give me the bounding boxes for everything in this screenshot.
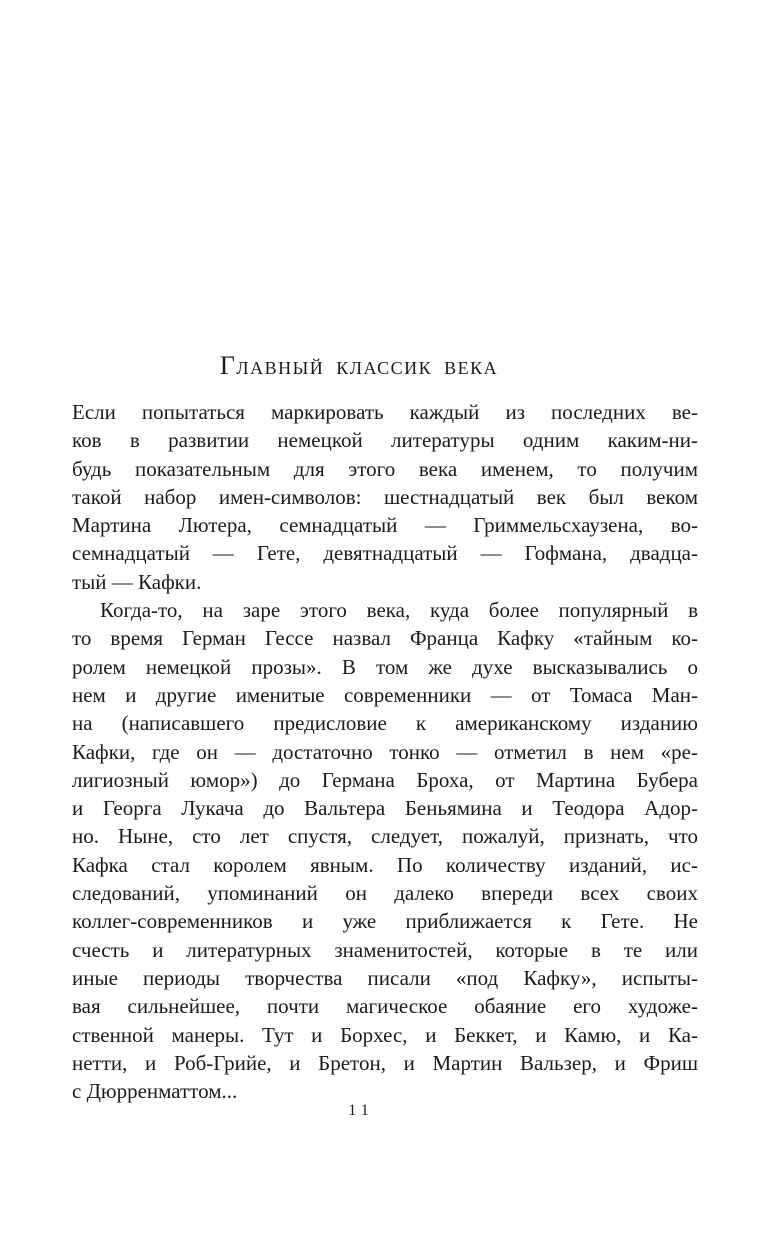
chapter-heading: Главный классик века <box>219 351 499 380</box>
text-line: нем и другие именитые современники — от Томаса Ман- <box>72 682 698 707</box>
text-line: счесть и литературных знаменитостей, которые в те или <box>72 937 698 962</box>
text-line: Если попытаться маркировать каждый из последних ве- <box>72 400 698 424</box>
text-line: ролем немецкой прозы». В том же духе высказывались о <box>72 654 698 679</box>
text-line: иные периоды творчества писали «под Кафку», испыты- <box>72 965 698 990</box>
text-line: ков в развитии немецкой литературы одним каким-ни- <box>72 428 698 453</box>
text-line: семнадцатый — Гете, девятнадцатый — Гофмана, двадца- <box>72 541 698 566</box>
text-line: следований, упоминаний он далеко впереди всех своих <box>72 881 698 906</box>
text-line: Когда-то, на заре этого века, куда более популярный в <box>100 598 698 623</box>
text-line: Кафки, где он — достаточно тонко — отметил в нем «ре- <box>72 739 698 764</box>
page-number: 11 <box>348 1102 374 1119</box>
text-line: коллег-современников и уже приближается к Гете. Не <box>72 909 698 934</box>
text-line: вая сильнейшее, почти магическое обаяние его художе- <box>72 994 698 1019</box>
text-line: ственной манеры. Тут и Борхес, и Беккет, и Камю, и Ка- <box>72 1022 698 1047</box>
text-line: Мартина Лютера, семнадцатый — Гриммельсхаузена, во- <box>72 513 698 538</box>
text-line: но. Ныне, сто лет спустя, следует, пожалуй, признать, что <box>72 824 698 849</box>
text-line: Кафка стал королем явным. По количеству изданий, ис- <box>72 852 698 877</box>
text-line: на (написавшего предисловие к американскому изданию <box>72 711 698 736</box>
text-line: и Георга Лукача до Вальтера Беньямина и Теодора Адор- <box>72 796 698 821</box>
text-line: то время Герман Гессе назвал Франца Кафку «тайным ко- <box>72 626 698 651</box>
text-line: такой набор имен-символов: шестнадцатый век был веком <box>72 484 698 509</box>
text-line: нетти, и Роб-Грийе, и Бретон, и Мартин Вальзер, и Фриш <box>72 1050 698 1075</box>
text-line: тый — Кафки. <box>72 569 202 594</box>
text-block <box>72 398 698 1105</box>
text-line: будь показательным для этого века именем, то получим <box>72 456 698 481</box>
text-line: лигиозный юмор») до Германа Броха, от Мартина Бубера <box>72 767 698 792</box>
text-line: с Дюрренматтом... <box>72 1079 238 1104</box>
